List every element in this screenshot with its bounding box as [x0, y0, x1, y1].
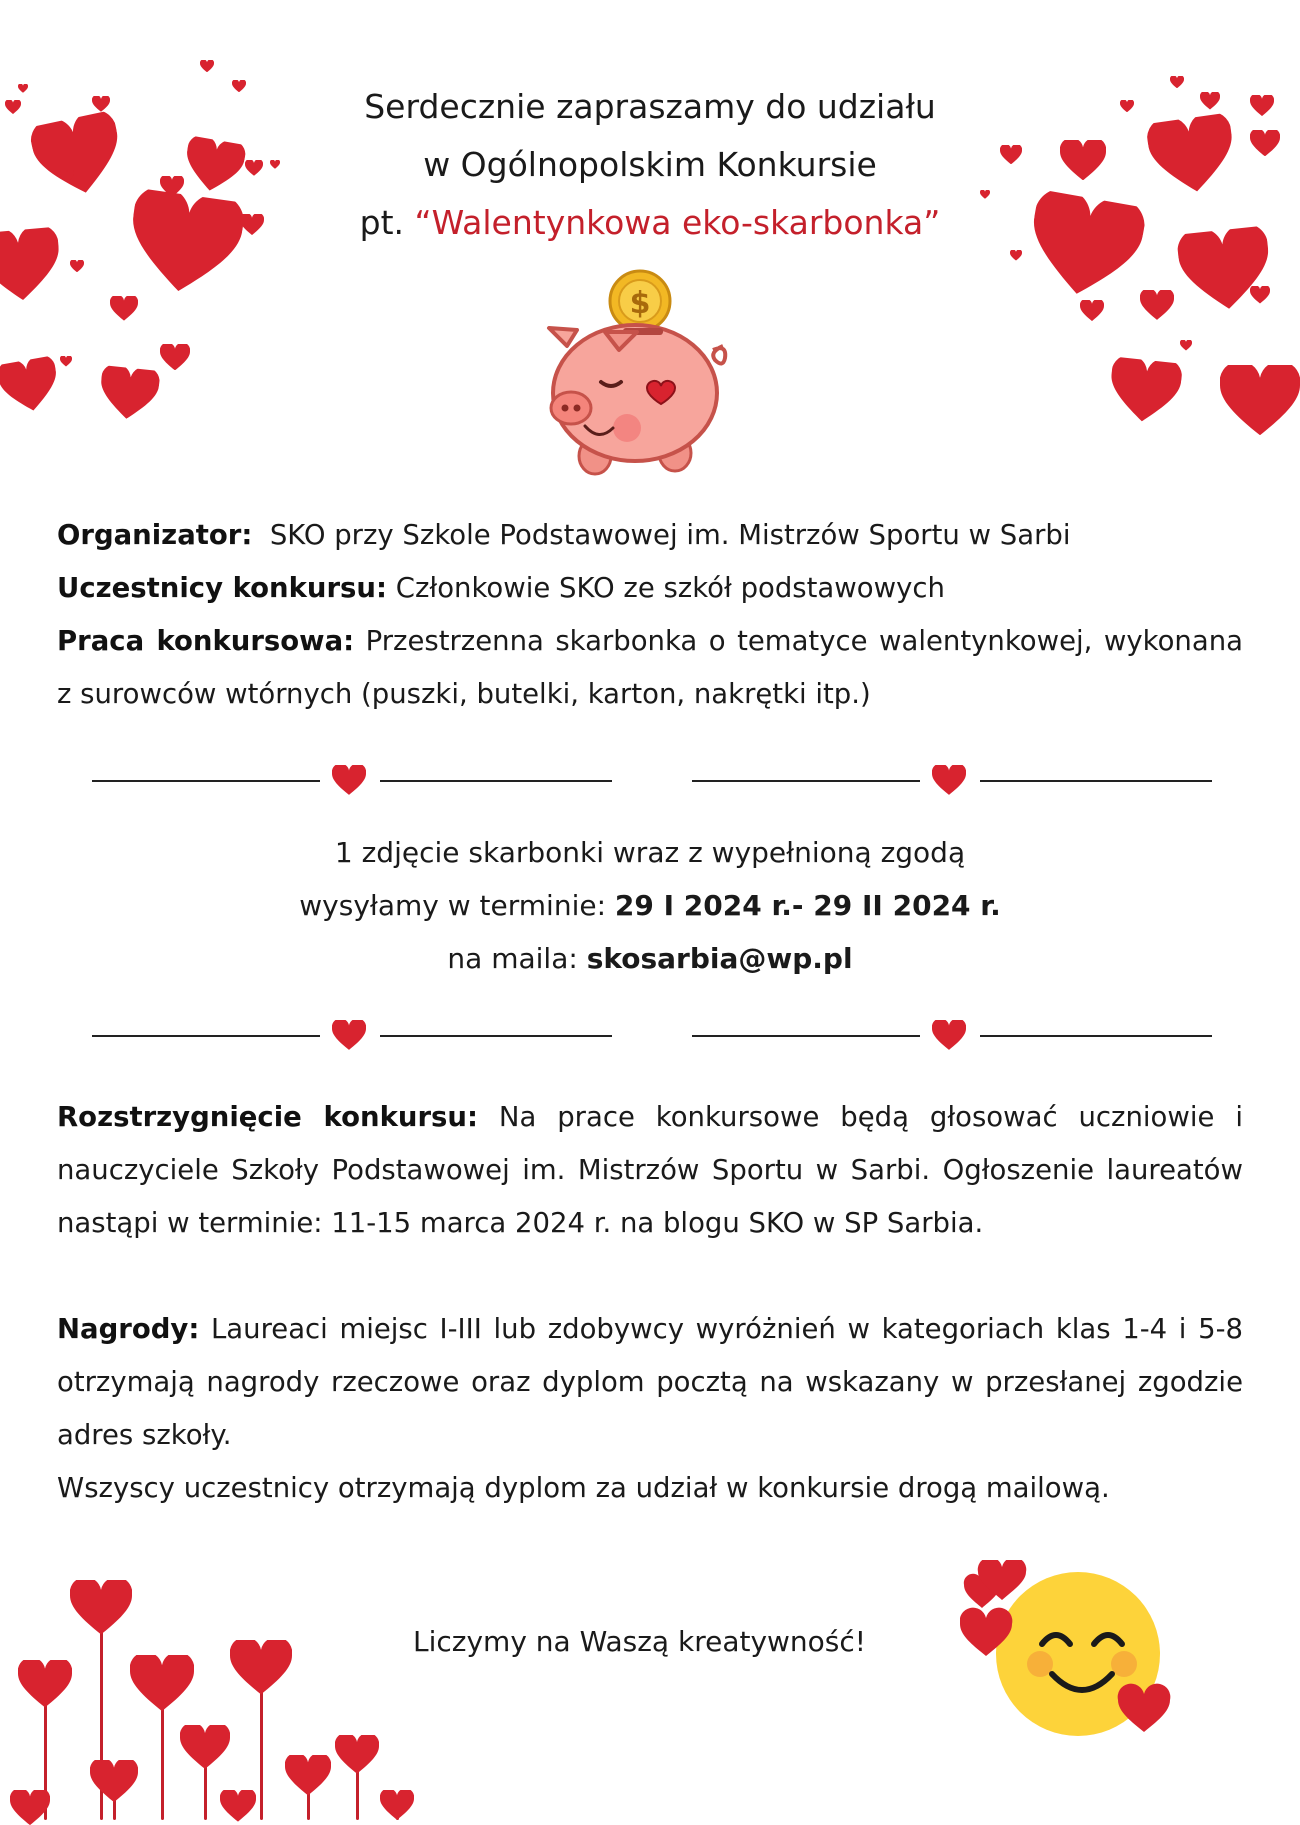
- heart-icon: [285, 1755, 331, 1795]
- submission-line-2: [0, 879, 1300, 932]
- heart-icon: [1250, 286, 1270, 304]
- header-line-1: Serdecznie zapraszamy do udziału: [364, 87, 936, 126]
- balloon-stem: [161, 1706, 164, 1820]
- work-value: Przestrzenna skarbonka o tematyce walentynkowej, wykonana z surowców wtórnych (puszki, butelki, karton, nakrętki itp.): [57, 625, 1243, 710]
- svg-text:$: $: [629, 286, 651, 321]
- heart-icon: [130, 1655, 194, 1711]
- header-line-2: w Ogólnopolskim Konkursie: [423, 145, 877, 184]
- submission-dates: 29 I 2024 r.- 29 II 2024 r.: [614, 889, 1001, 922]
- divider-left-2: [92, 1017, 612, 1053]
- participants-label: Uczestnicy konkursu:: [57, 572, 387, 604]
- heart-icon: [60, 356, 72, 367]
- heart-icon: [90, 1760, 138, 1802]
- submission-deadline-prefix: wysyłamy w terminie:: [299, 889, 615, 922]
- closing-text: Liczymy na Waszą kreatywność!: [413, 1625, 867, 1658]
- all-participants-paragraph: Wszyscy uczestnicy otrzymają dyplom za udział w konkursie drogą mailową.: [57, 1472, 1110, 1504]
- heart-icon: [220, 1790, 256, 1822]
- heart-icon: [160, 344, 190, 370]
- prizes-label: Nagrody:: [57, 1313, 200, 1345]
- heart-icon: [110, 296, 138, 321]
- balloon-stem: [260, 1690, 263, 1820]
- heart-icon: [200, 60, 214, 72]
- email-prefix: na maila:: [447, 942, 587, 975]
- submission-line-1: 1 zdjęcie skarbonki wraz z wypełnioną zgodą: [334, 836, 966, 869]
- work-paragraph: [57, 615, 1243, 721]
- heart-icon: [932, 765, 966, 795]
- heart-icon: [380, 1790, 414, 1820]
- prizes-text: Laureaci miejsc I-III lub zdobywcy wyróżnień w kategoriach klas 1-4 i 5-8 otrzymają nagrody rzeczowe oraz dyplom pocztą na wskazany w przesłanej zgodzie adres szkoły.: [57, 1313, 1243, 1451]
- divider-right-1: [692, 762, 1212, 798]
- header-prefix: pt.: [359, 203, 415, 242]
- heart-icon: [1080, 300, 1104, 321]
- results-label: Rozstrzygnięcie konkursu:: [57, 1101, 478, 1133]
- prizes-paragraph: [57, 1303, 1243, 1462]
- heart-icon: [332, 1020, 366, 1050]
- piggy-bank-icon: [535, 268, 735, 480]
- work-label: Praca konkursowa:: [57, 625, 355, 657]
- heart-icon: [0, 355, 62, 415]
- results-paragraph: [57, 1091, 1243, 1250]
- heart-icon: [70, 260, 84, 272]
- heart-icon: [335, 1735, 379, 1774]
- contest-title: “Walentynkowa eko-skarbonka”: [414, 203, 941, 242]
- balloon-stem: [204, 1765, 207, 1820]
- participants-value: Członkowie SKO ze szkół podstawowych: [387, 572, 945, 604]
- heart-icon: [1107, 357, 1183, 426]
- submission-line-3: [0, 932, 1300, 985]
- heart-icon: [1180, 340, 1192, 351]
- divider-right-2: [692, 1017, 1212, 1053]
- coin-dollar-icon: [610, 271, 670, 331]
- organizer-line: [57, 509, 1243, 562]
- header-line-3: [0, 194, 1300, 252]
- divider-left-1: [92, 762, 612, 798]
- heart-icon: [180, 1725, 230, 1769]
- heart-icon: [332, 765, 366, 795]
- heart-icon: [932, 1020, 966, 1050]
- heart-icon: [97, 365, 160, 422]
- smiley-icon: [960, 1560, 1175, 1740]
- heart-icon: [70, 1580, 132, 1635]
- organizer-value: SKO przy Szkole Podstawowej im. Mistrzów Sportu w Sarbi: [252, 519, 1071, 551]
- participants-line: [57, 562, 1243, 615]
- results-text: Na prace konkursowe będą głosować uczniowie i nauczyciele Szkoły Podstawowej im. Mistrzów Sportu w Sarbi. Ogłoszenie laureatów nastąpi w terminie: 11-15 marca 2024 r. na blogu SKO w SP Sarbia.: [57, 1101, 1243, 1239]
- heart-icon: [1140, 290, 1174, 320]
- heart-icon: [1220, 365, 1300, 435]
- email-address[interactable]: skosarbia@wp.pl: [586, 942, 853, 975]
- heart-icon: [18, 1660, 72, 1708]
- balloon-stem: [307, 1792, 310, 1820]
- balloon-stem: [356, 1770, 359, 1820]
- organizer-label: Organizator:: [57, 519, 253, 551]
- heart-icon: [230, 1640, 292, 1695]
